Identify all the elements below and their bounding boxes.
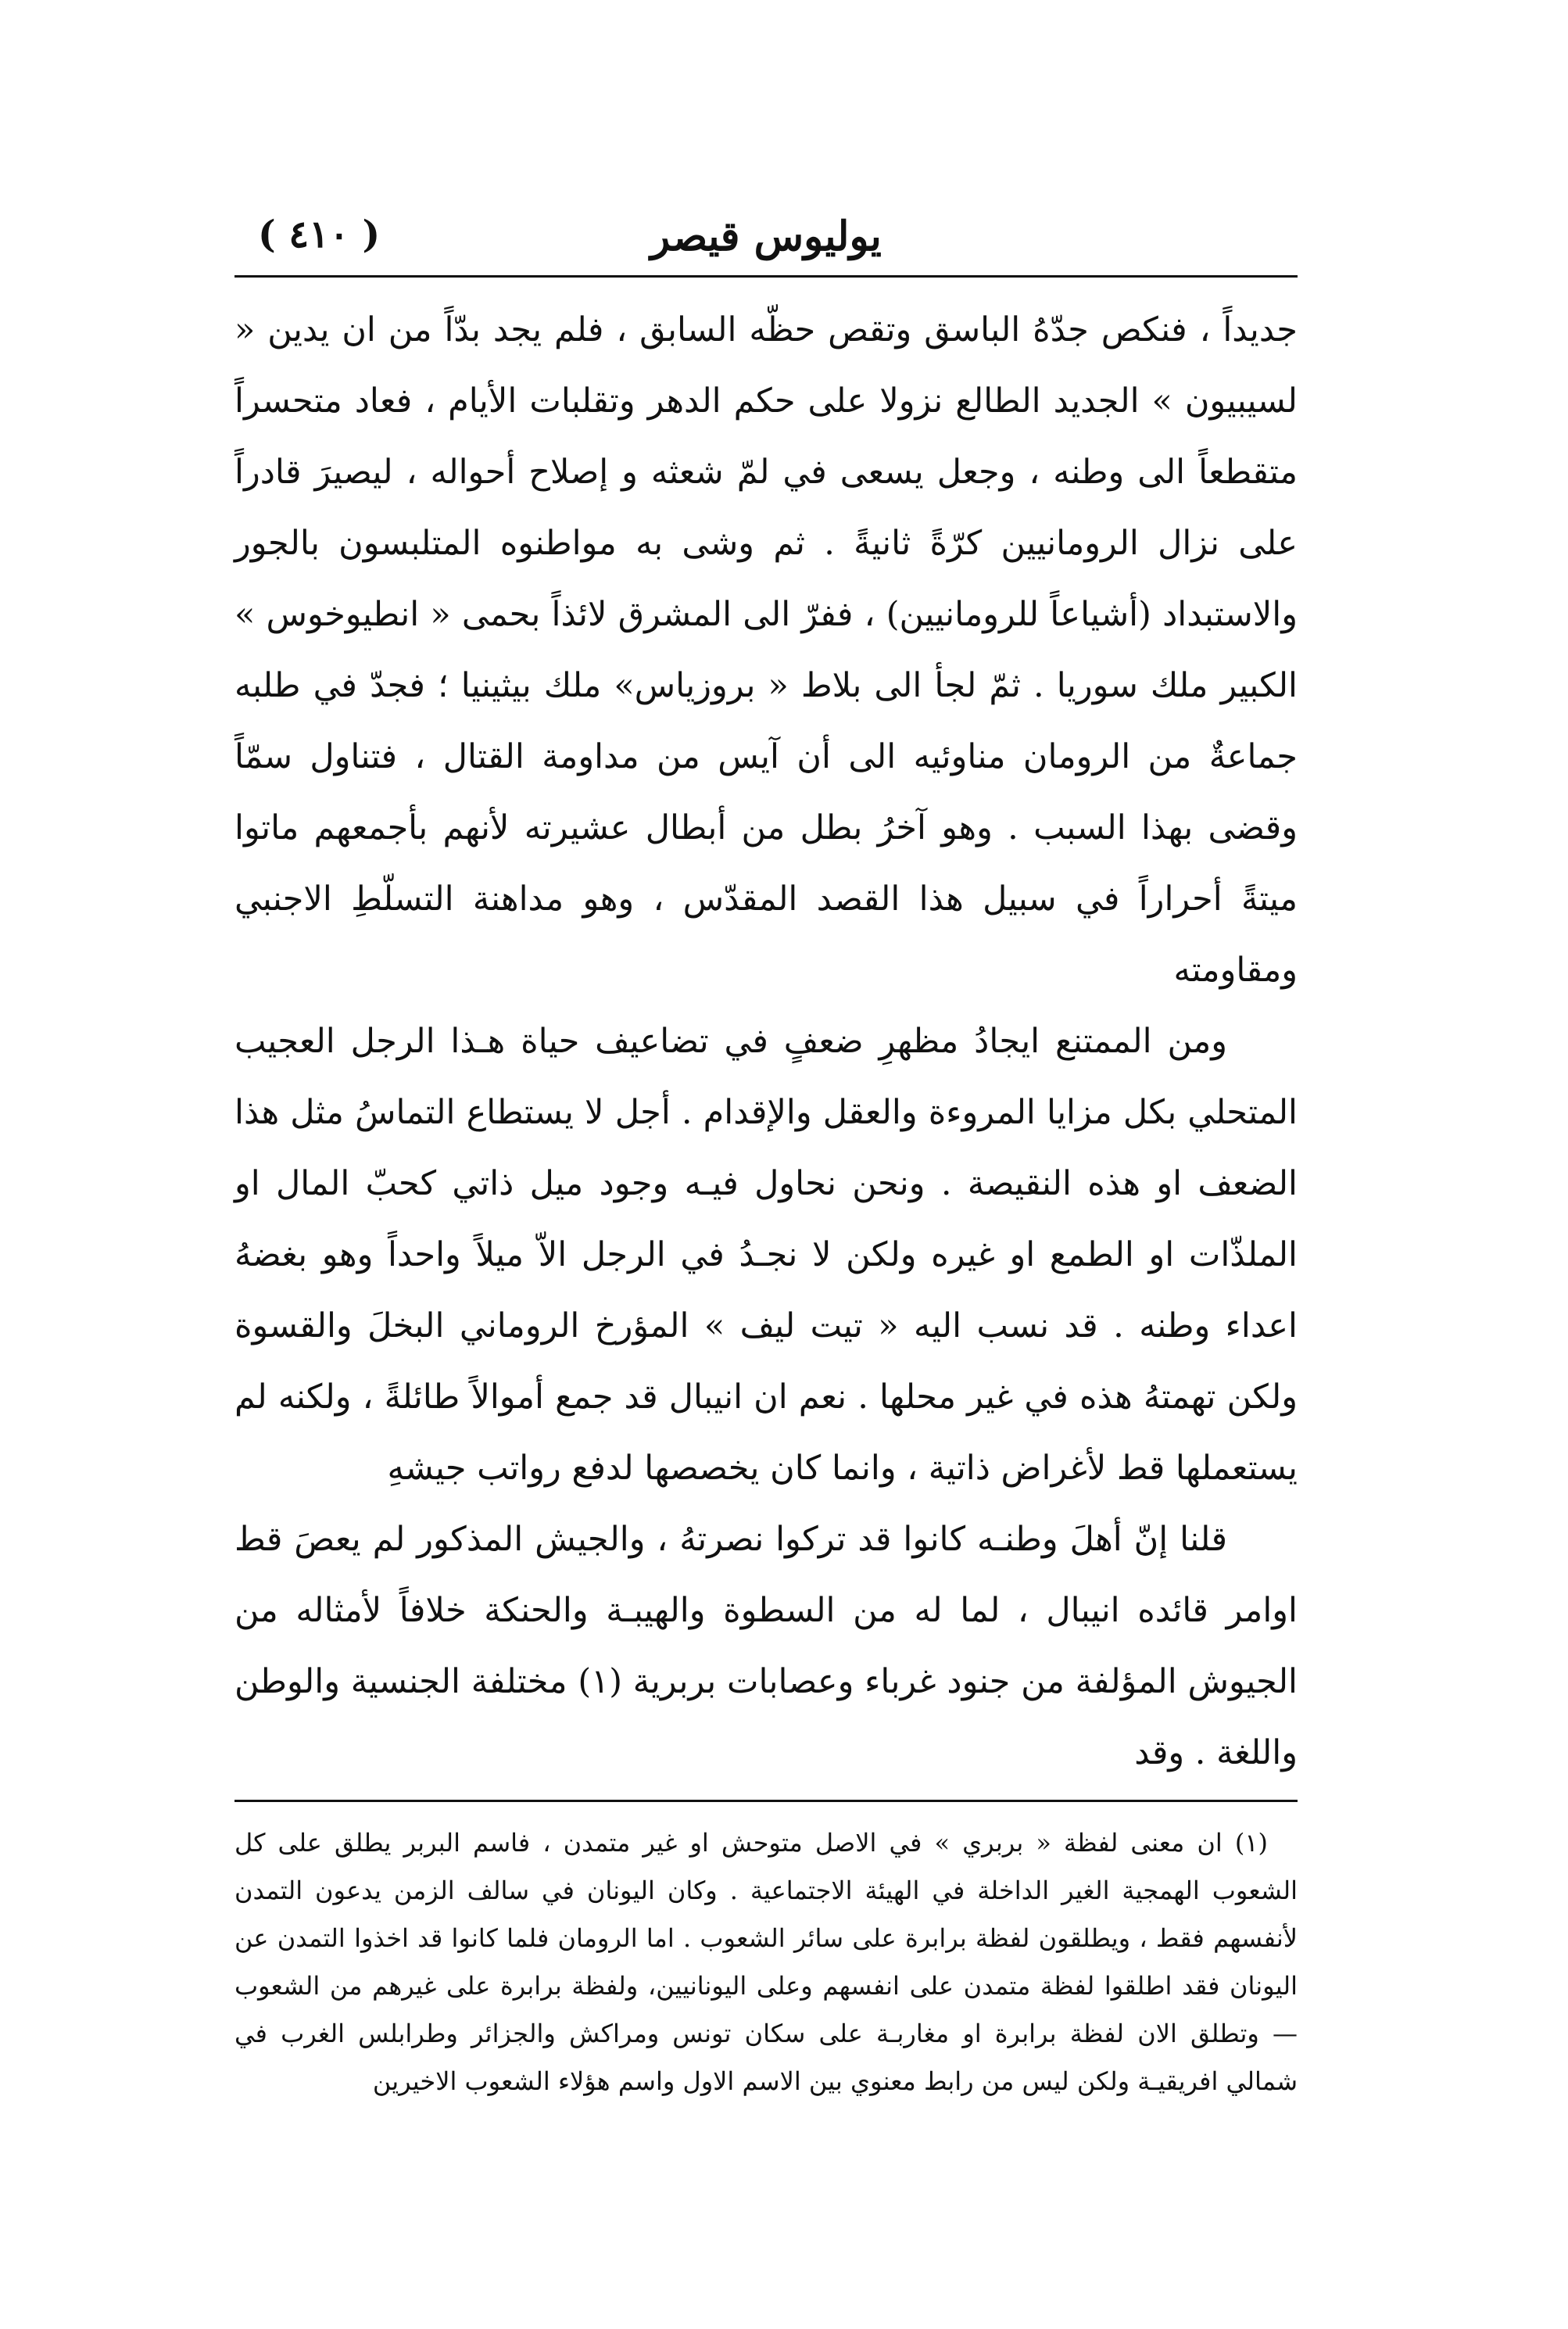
footnote: (١) ان معنى لفظة « بربري » في الاصل متوحش او غير متمدن ، فاسم البربر يطلق على كل الشعوب الهمجية الغير الداخلة في الهيئة الاجتماعية . وكان اليونان في سالف الزمن يدعون التمدن لأنفسهم فقط ، ويطلقون لفظة برابرة على سائر الشعوب . اما الرومان فلما كانوا قد اخذوا التمدن عن اليونان فقد اطلقوا لفظة متمدن على انفسهم وعلى اليونانيين، ولفظة برابرة على غيرهم من الشعوب — وتطلق الان لفظة برابرة او مغاربـة على سكان تونس ومراكش والجزائر وطرابلس الغرب في شمالي افريقيـة ولكن ليس من رابط معنوي بين الاسم الاول واسم هؤلاء الشعوب الاخيرين [234,1828,1298,2096]
footnotes [234,1819,1298,2105]
page-header [234,211,1298,278]
page-number: ( ٤١٠ ) [258,213,381,256]
book-page [234,211,1298,2105]
footnote-divider [234,1800,1298,1802]
paragraph: قلنا إنّ أهلَ وطنـه كانوا قد تركوا نصرتهُ ، والجيش المذكور لم يعصَ قط اوامر قائده انيبال ، لما له من السطوة والهيبـة والحنكة خلافاً لأمثاله من الجيوش المؤلفة من جنود غرباء وعصابات بربرية (١) مختلفة الجنسية والوطن واللغة . وقد [234,1520,1298,1772]
paragraph: ومن الممتنع ايجادُ مظهرِ ضعفٍ في تضاعيف حياة هـذا الرجل العجيب المتحلي بكل مزايا المروءة والعقل والإقدام . أجل لا يستطاع التماسُ مثل هذا الضعف او هذه النقيصة . ونحن نحاول فيـه وجود ميل ذاتي كحبّ المال او الملذّات او الطمع او غيره ولكن لا نجـدُ في الرجل الاّ ميلاً واحداً وهو بغضهُ اعداء وطنه . قد نسب اليه « تيت ليف » المؤرخ الروماني البخلَ والقسوة ولكن تهمتهُ هذه في غير محلها . نعم ان انيبال قد جمع أموالاً طائلةً ، ولكنه لم يستعملها قط لأغراض ذاتية ، وانما كان يخصصها لدفع رواتب جيشهِ [234,1022,1298,1488]
main-text [234,295,1298,1789]
running-title: يوليوس قيصر [650,213,882,260]
paragraph: جديداً ، فنكص جدّهُ الباسق وتقص حظّه السابق ، فلم يجد بدّاً من ان يدين « لسيبيون » الجديد الطالع نزولا على حكم الدهر وتقلبات الأيام ، فعاد متحسراً متقطعاً الى وطنه ، وجعل يسعى في لمّ شعثه و إصلاح أحواله ، ليصيرَ قادراً على نزال الرومانيين كرّةً ثانيةً . ثم وشى به مواطنوه المتلبسون بالجور والاستبداد (أشياعاً للرومانيين) ، ففرّ الى المشرق لائذاً بحمى « انطيوخوس » الكبير ملك سوريا . ثمّ لجأ الى بلاط « بروزياس» ملك بيثينيا ؛ فجدّ في طلبه جماعةٌ من الرومان مناوئيه الى أن آيس من مداومة القتال ، فتناول سمّاً وقضى بهذا السبب . وهو آخرُ بطل من أبطال عشيرته لأنهم بأجمعهم ماتوا ميتةً أحراراً في سبيل هذا القصد المقدّس ، وهو مداهنة التسلّطِ الاجنبي ومقاومته [234,310,1298,990]
